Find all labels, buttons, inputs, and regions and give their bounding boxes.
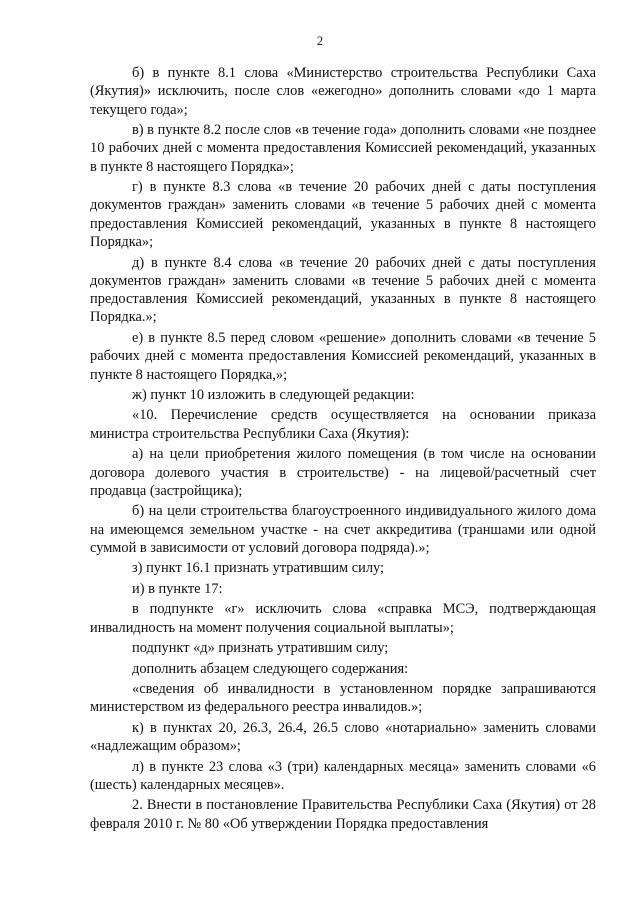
paragraph-17-d: подпункт «д» признать утратившим силу; [132, 640, 389, 657]
paragraph-8-5: е) в пункте 8.5 перед словом «решение» дополнить словами «в течение 5 рабочих дней с момента предоставления Комиссией рекомендаций, указанных в пункте 8 настоящего Порядка,»; [90, 329, 596, 383]
paragraph-17-add-text: «сведения об инвалидности в установленном порядке запрашиваются министерством из федерального реестра инвалидов.»; [90, 681, 596, 716]
paragraph-section-2: 2. Внести в постановление Правительства Республики Саха (Якутия) от 28 февраля 2010 г. № 80 «Об утверждении Порядка предоставления [90, 797, 596, 832]
paragraph-17-intro: и) в пункте 17: [132, 580, 223, 597]
paragraph-17-g: в подпункте «г» исключить слова «справка МСЭ, подтверждающая инвалидность на момент получения социальной выплаты»; [90, 601, 596, 636]
page-number: 2 [316, 34, 324, 48]
paragraph-23: л) в пункте 23 слова «3 (три) календарных месяца» заменить словами «6 (шесть) календарных месяцев». [90, 758, 596, 793]
paragraph-8-2: в) в пункте 8.2 после слов «в течение года» дополнить словами «не позднее 10 рабочих дней с момента предоставления Комиссией рекомендаций, указанных в пункте 8 настоящего Порядка»; [90, 122, 596, 175]
paragraph-10-a: а) на цели приобретения жилого помещения (в том числе на основании договора долевого участия в строительстве) - на лицевой/расчетный счет продавца (застройщика); [90, 446, 596, 499]
paragraph-10-intro: ж) пункт 10 изложить в следующей редакции: [132, 386, 415, 403]
paragraph-8-3: г) в пункте 8.3 слова «в течение 20 рабочих дней с даты поступления документов граждан» заменить словами «в течение 5 рабочих дней с момента предоставления Комиссией рекомендаций, указанных в пункте 8 настоящего Порядка»; [90, 179, 596, 251]
paragraph-8-4: д) в пункте 8.4 слова «в течение 20 рабочих дней с даты поступления документов граждан» заменить словами «в течение 5 рабочих дней с момента предоставления Комиссией рекомендаций, указанных в пункте 8 настоящего Порядка.»; [90, 254, 596, 326]
paragraph-17-add: дополнить абзацем следующего содержания: [132, 660, 409, 677]
paragraph-8-1: б) в пункте 8.1 слова «Министерство строительства Республики Саха (Якутия)» исключить, после слов «ежегодно» дополнить словами «до 1 марта текущего года»; [90, 65, 596, 118]
paragraph-10-b: б) на цели строительства благоустроенного индивидуального жилого дома на имеющемся земельном участке - на счет аккредитива (траншами или одной суммой в зависимости от условий договора подряда).»; [90, 503, 596, 556]
paragraph-20-26: к) в пунктах 20, 26.3, 26.4, 26.5 слово «нотариально» заменить словами «надлежащим образом»; [90, 719, 596, 755]
document-body [90, 64, 596, 835]
paragraph-10-text: «10. Перечисление средств осуществляется на основании приказа министра строительства Республики Саха (Якутия): [90, 407, 596, 442]
paragraph-16-1: з) пункт 16.1 признать утратившим силу; [132, 560, 385, 577]
